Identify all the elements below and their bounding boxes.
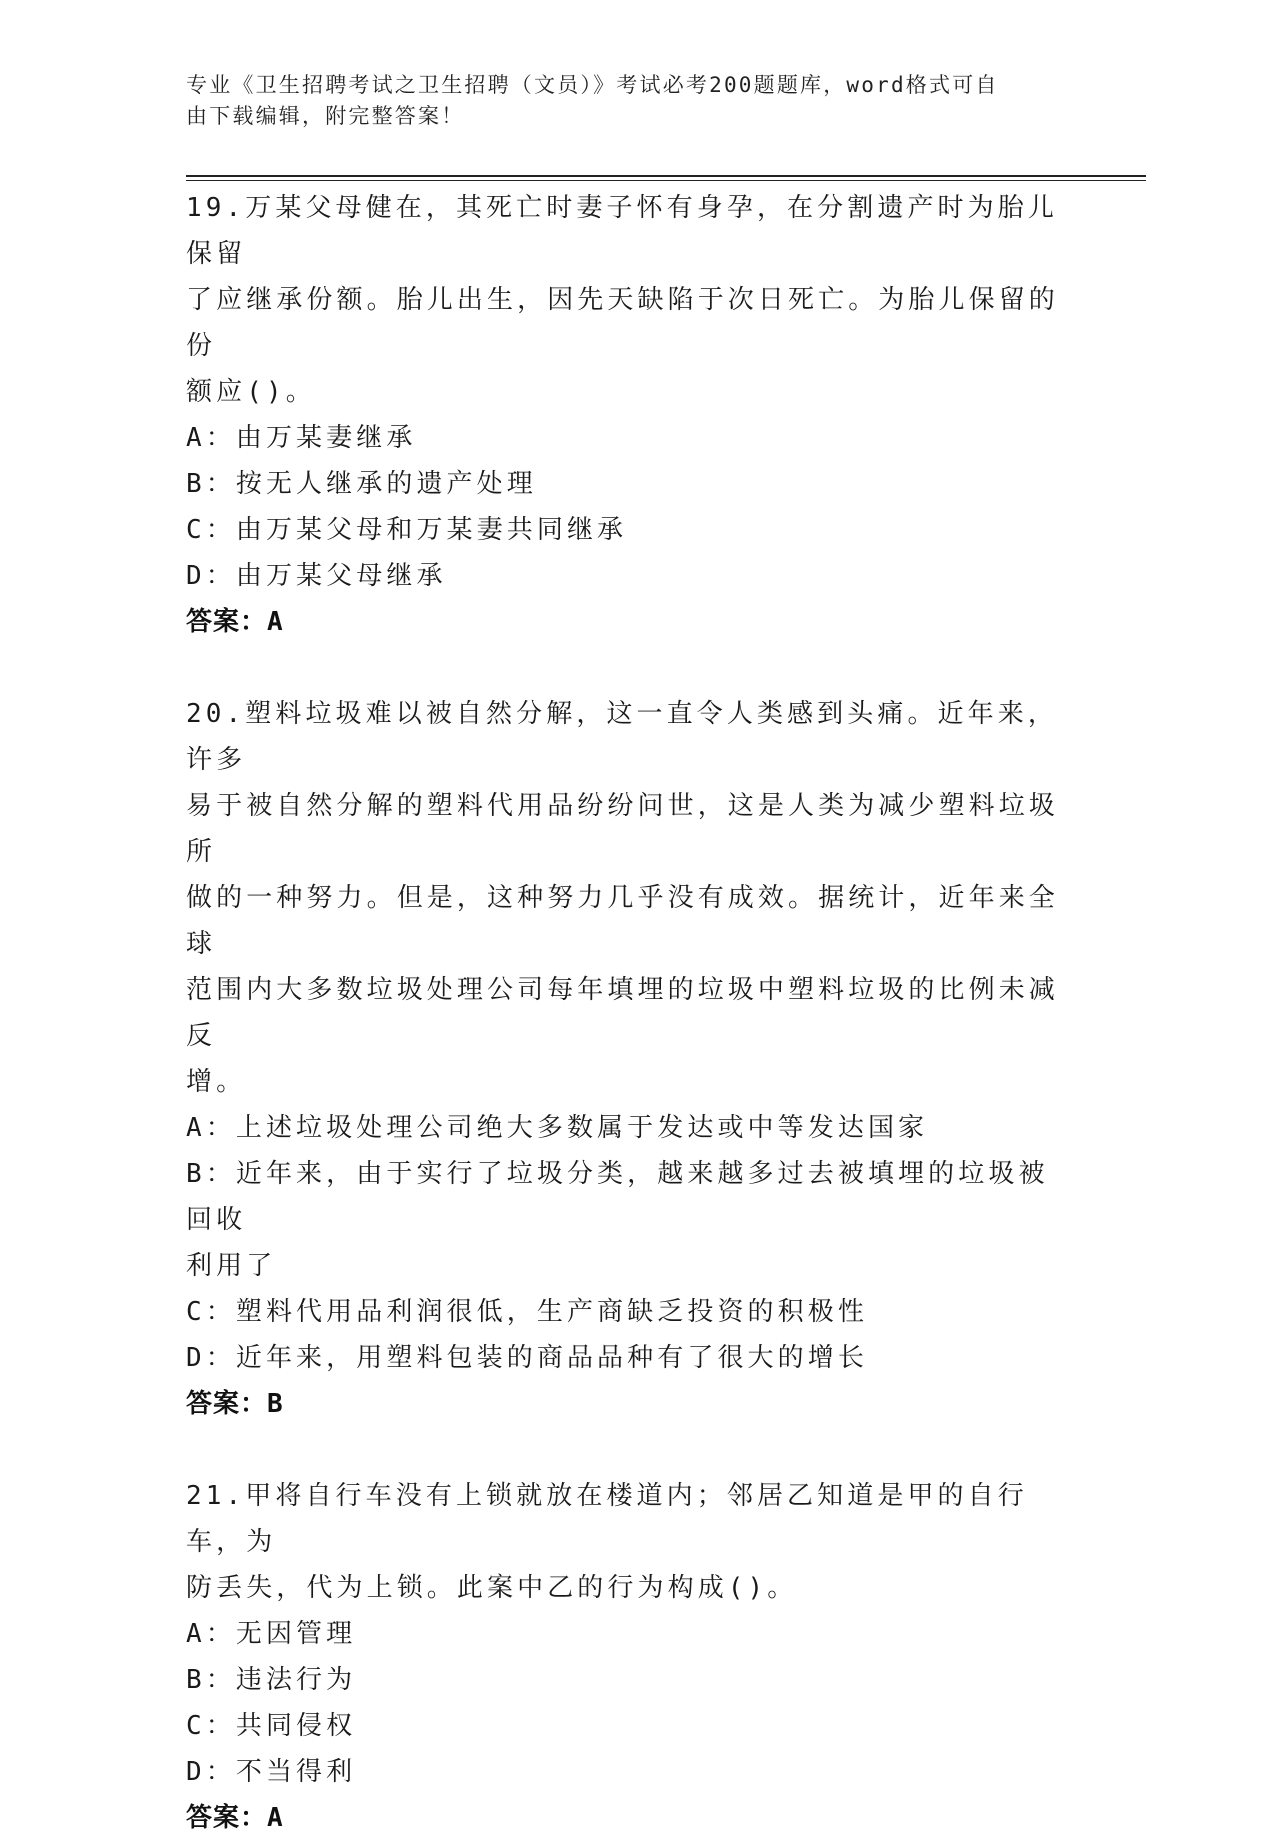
- option-a: [186, 415, 1066, 461]
- option-a: [186, 1105, 1066, 1151]
- option-line: D：不当得利: [186, 1757, 357, 1787]
- option-a: [186, 1611, 1066, 1657]
- question-stem: [186, 185, 1066, 415]
- option-line: A：由万某妻继承: [186, 423, 417, 453]
- option-b: [186, 461, 1066, 507]
- document-header: [186, 70, 1056, 132]
- answer-line: 答案：A: [186, 607, 284, 637]
- option-d: [186, 553, 1066, 599]
- option-line: C：由万某父母和万某妻共同继承: [186, 515, 628, 545]
- answer-line: 答案：A: [186, 1803, 284, 1833]
- option-line: B：近年来，由于实行了垃圾分类，越来越多过去被填埋的垃圾被回收: [186, 1159, 1049, 1235]
- option-c: [186, 507, 1066, 553]
- option-line: B：按无人继承的遗产处理: [186, 469, 537, 499]
- option-line: C：共同侵权: [186, 1711, 357, 1741]
- option-line: A：无因管理: [186, 1619, 357, 1649]
- stem-line: 做的一种努力。但是，这种努力几乎没有成效。据统计，近年来全球: [186, 883, 1059, 959]
- question-stem: [186, 1473, 1066, 1611]
- header-divider-thick: [186, 175, 1146, 177]
- stem-line: 20.塑料垃圾难以被自然分解，这一直令人类感到头痛。近年来，许多: [186, 699, 1058, 775]
- stem-line: 增。: [186, 1067, 247, 1097]
- stem-line: 了应继承份额。胎儿出生，因先天缺陷于次日死亡。为胎儿保留的份: [186, 285, 1059, 361]
- answer-line: 答案：B: [186, 1389, 284, 1419]
- question-list: [186, 185, 1066, 1841]
- option-line: D：近年来，用塑料包装的商品品种有了很大的增长: [186, 1343, 868, 1373]
- stem-line: 范围内大多数垃圾处理公司每年填埋的垃圾中塑料垃圾的比例未减反: [186, 975, 1059, 1051]
- option-line: C：塑料代用品利润很低，生产商缺乏投资的积极性: [186, 1297, 868, 1327]
- question-19: [186, 185, 1066, 645]
- option-b: [186, 1151, 1066, 1289]
- stem-line: 21.甲将自行车没有上锁就放在楼道内；邻居乙知道是甲的自行车，为: [186, 1481, 1028, 1557]
- question-20: [186, 691, 1066, 1427]
- option-b: [186, 1657, 1066, 1703]
- option-line: A：上述垃圾处理公司绝大多数属于发达或中等发达国家: [186, 1113, 929, 1143]
- header-line: 由下载编辑，附完整答案！: [186, 104, 465, 128]
- stem-line: 易于被自然分解的塑料代用品纷纷问世，这是人类为减少塑料垃圾所: [186, 791, 1059, 867]
- header-line: 专业《卫生招聘考试之卫生招聘（文员）》考试必考200题题库，word格式可自: [186, 73, 999, 97]
- stem-line: 19.万某父母健在，其死亡时妻子怀有身孕，在分割遗产时为胎儿保留: [186, 193, 1058, 269]
- question-21: [186, 1473, 1066, 1841]
- option-line: 利用了: [186, 1251, 277, 1281]
- question-stem: [186, 691, 1066, 1105]
- header-divider-thin: [186, 180, 1146, 181]
- option-d: [186, 1335, 1066, 1381]
- option-c: [186, 1703, 1066, 1749]
- option-line: D：由万某父母继承: [186, 561, 447, 591]
- stem-line: 防丢失，代为上锁。此案中乙的行为构成()。: [186, 1573, 798, 1603]
- option-c: [186, 1289, 1066, 1335]
- stem-line: 额应()。: [186, 377, 316, 407]
- option-d: [186, 1749, 1066, 1795]
- option-line: B：违法行为: [186, 1665, 357, 1695]
